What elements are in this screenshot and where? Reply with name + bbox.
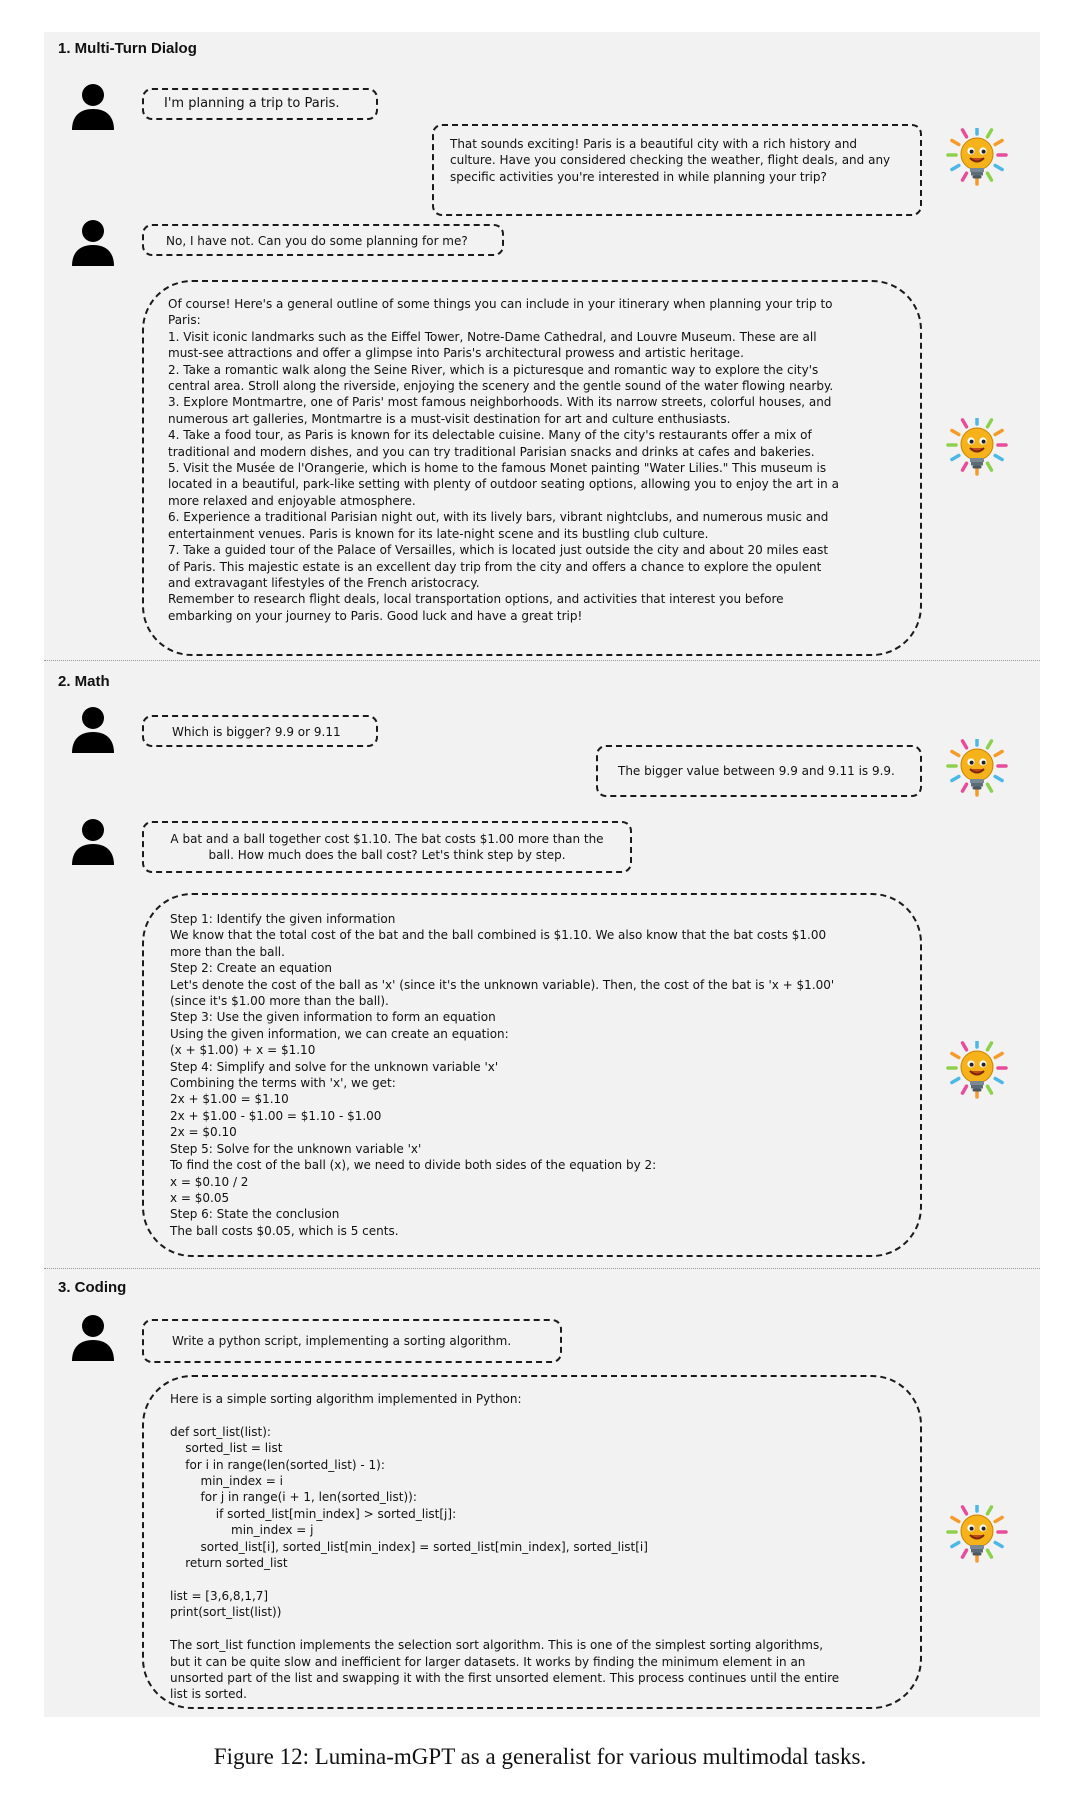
message-line: We know that the total cost of the bat and the ball combined is $1.10. We also know that the bat costs $1.00 [170,928,827,943]
message-line: Combining the terms with 'x', we get: [170,1076,396,1091]
section-title: 3. Coding [58,1279,127,1296]
assistant-avatar-icon [946,739,1008,801]
message-line: Paris: [168,313,201,328]
message-line: for i in range(len(sorted_list) - 1): [170,1457,385,1472]
user-avatar-icon [68,1313,118,1363]
assistant-message [142,893,922,1257]
message-line: (since it's $1.00 more than the ball). [170,994,389,1009]
message-line: more relaxed and enjoyable atmosphere. [168,493,416,508]
message-line: return sorted_list [170,1556,288,1571]
assistant-avatar-icon [946,1041,1008,1103]
message-line: and extravagant lifestyles of the French aristocracy. [168,575,480,590]
section-coding [44,1268,1040,1717]
message-line: 2x = $0.10 [170,1125,237,1140]
message-line: for j in range(i + 1, len(sorted_list)): [170,1490,417,1505]
message-line: unsorted part of the list and swapping it with the first unsorted element. This process continues until the entire [170,1670,840,1685]
message-line: sorted_list[i], sorted_list[min_index] = sorted_list[min_index], sorted_list[i] [170,1539,648,1554]
message-line: 2x + $1.00 = $1.10 [170,1092,289,1107]
message-line: Step 2: Create an equation [170,961,333,976]
message-line: 2. Take a romantic walk along the Seine River, which is a picturesque and romantic way to explore the city's [168,362,819,377]
user-avatar-icon [68,705,118,755]
message-line: Step 5: Solve for the unknown variable 'x' [170,1141,422,1156]
message-line [170,1571,894,1587]
message-line: numerous art galleries, Montmartre is a must-visit destination for art and culture enthusiasts. [168,411,731,426]
message-line: more than the ball. [170,944,285,959]
message-line: if sorted_list[min_index] > sorted_list[j]: [170,1506,457,1521]
message-line: min_index = j [170,1523,314,1538]
message-line: Remember to research flight deals, local transportation options, and activities that interest you before [168,592,784,607]
section-math [44,660,1040,1269]
user-message: I'm planning a trip to Paris. [142,88,378,120]
message-line: print(sort_list(list)) [170,1605,282,1620]
message-line: must-see attractions and offer a glimpse into Paris's architectural prowess and artistic heritage. [168,346,744,361]
user-message: A bat and a ball together cost $1.10. The bat costs $1.00 more than the ball. How much does the ball cost? Let's think step by step. [142,821,632,873]
message-line: To find the cost of the ball (x), we need to divide both sides of the equation by 2: [170,1158,657,1173]
message-line: Step 4: Simplify and solve for the unknown variable 'x' [170,1059,499,1074]
message-line: x = $0.05 [170,1190,230,1205]
message-line: 6. Experience a traditional Parisian night out, with its lively bars, vibrant nightclubs, and numerous music and [168,510,829,525]
user-avatar-icon [68,218,118,268]
assistant-message: The bigger value between 9.9 and 9.11 is 9.9. [596,745,922,797]
message-line: The ball costs $0.05, which is 5 cents. [170,1223,399,1238]
message-line: Of course! Here's a general outline of some things you can include in your itinerary when planning your trip to [168,297,833,311]
message-line: Step 6: State the conclusion [170,1207,340,1222]
message-line: Step 3: Use the given information to form an equation [170,1010,496,1025]
message-line: 1. Visit iconic landmarks such as the Eiffel Tower, Notre-Dame Cathedral, and Louvre Museum. These are all [168,329,817,344]
assistant-avatar-icon [946,1505,1008,1567]
message-line: Using the given information, we can create an equation: [170,1026,509,1041]
message-line: entertainment venues. Paris is known for its late-night scene and its bustling club culture. [168,526,709,541]
message-line: min_index = i [170,1474,283,1489]
message-line: 2x + $1.00 - $1.00 = $1.10 - $1.00 [170,1108,382,1123]
message-line: x = $0.10 / 2 [170,1174,249,1189]
assistant-avatar-icon [946,418,1008,480]
user-message: Which is bigger? 9.9 or 9.11 [142,715,378,747]
message-line: 3. Explore Montmartre, one of Paris' most famous neighborhoods. With its narrow streets, colorful houses, and [168,395,832,410]
message-line: 4. Take a food tour, as Paris is known for its delectable cuisine. Many of the city's restaurants offer a mix of [168,428,812,443]
section-title: 2. Math [58,673,110,690]
assistant-message [142,1375,922,1709]
message-line: but it can be quite slow and inefficient for larger datasets. It works by finding the minimum element in an [170,1654,806,1669]
message-line: embarking on your journey to Paris. Good luck and have a great trip! [168,608,583,623]
user-avatar-icon [68,817,118,867]
message-line: sorted_list = list [170,1441,283,1456]
message-line: list is sorted. [170,1687,247,1702]
section-title: 1. Multi-Turn Dialog [58,40,197,57]
message-line: 7. Take a guided tour of the Palace of Versailles, which is located just outside the city and about 20 miles east [168,543,829,558]
message-line: The sort_list function implements the selection sort algorithm. This is one of the simplest sorting algorithms, [170,1638,824,1653]
message-line: located in a beautiful, park-like setting with plenty of outdoor seating options, allowing you to enjoy the art in a [168,477,839,492]
message-line: Let's denote the cost of the ball as 'x' (since it's the unknown variable). Then, the cost of the bat is 'x + $1.00' [170,977,835,992]
assistant-message: That sounds exciting! Paris is a beautiful city with a rich history and culture. Have you considered checking the weather, flight deals, and any specific activities you're interested in while planning your trip? [432,124,922,216]
user-avatar-icon [68,82,118,132]
assistant-avatar-icon [946,128,1008,190]
message-line: 5. Visit the Musée de l'Orangerie, which is home to the famous Monet painting "Water Lilies." This museum is [168,461,827,476]
assistant-message [142,280,922,656]
message-line: Step 1: Identify the given information [170,912,396,926]
message-line [170,1621,894,1637]
message-line: of Paris. This majestic estate is an excellent day trip from the city and offers a chance to explore the opulent [168,559,822,574]
user-message: Write a python script, implementing a sorting algorithm. [142,1319,562,1363]
message-line: Here is a simple sorting algorithm implemented in Python: [170,1392,522,1406]
message-line: (x + $1.00) + x = $1.10 [170,1043,316,1058]
figure-caption: Figure 12: Lumina-mGPT as a generalist for various multimodal tasks. [213,1744,867,1769]
message-line: def sort_list(list): [170,1424,271,1439]
message-line: traditional and modern dishes, and you can try traditional Parisian snacks and drinks at cafes and bakeries. [168,444,815,459]
user-message: No, I have not. Can you do some planning for me? [142,224,504,256]
message-line [170,1407,894,1423]
section-multi-turn-dialog [44,32,1040,660]
message-line: list = [3,6,8,1,7] [170,1588,269,1603]
message-line: central area. Stroll along the riverside, enjoying the scenery and the gentle sound of the water flowing nearby. [168,379,834,394]
